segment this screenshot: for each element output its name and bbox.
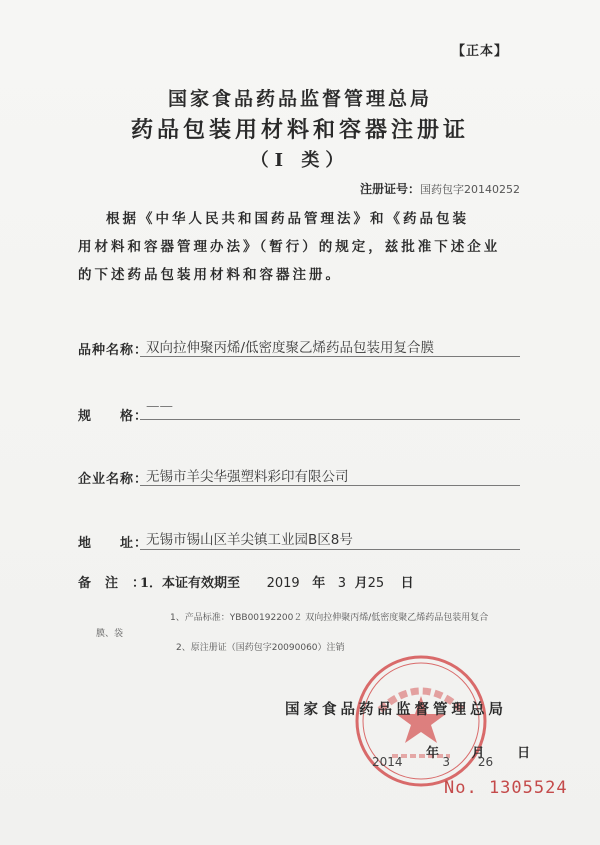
issue-year: 2014 — [372, 755, 403, 769]
registration-number — [360, 180, 520, 197]
validity-year-unit: 年 — [312, 576, 326, 591]
notes-label: 备注： — [78, 576, 160, 591]
issue-date-values — [372, 755, 493, 769]
company-name-underline — [140, 485, 520, 486]
issue-year-unit: 年 — [426, 746, 440, 761]
address-value: 无锡市锡山区羊尖镇工业园B区8号 — [146, 532, 353, 548]
certificate-class: （I 类） — [250, 150, 350, 171]
specification-value: —— — [146, 398, 173, 414]
certificate-title: 药品包装用材料和容器注册证 — [130, 117, 469, 143]
validity-prefix: 1．本证有效期至 — [140, 576, 241, 591]
original-copy-tag: 【正本】 — [452, 44, 509, 59]
validity-day: 25 — [367, 576, 385, 591]
standard-note: 1、产品标准：YBB00192200２ 双向拉伸聚丙烯/低密度聚乙烯药品包装用复合 — [170, 613, 489, 623]
company-name-value: 无锡市羊尖华强塑料彩印有限公司 — [146, 469, 349, 485]
official-seal-icon — [352, 652, 490, 790]
issue-month-unit: 月 — [471, 746, 485, 761]
paragraph-line: 根据《中华人民共和国药品管理法》和《药品包装 — [106, 211, 469, 227]
product-name-label: 品种名称： — [78, 343, 149, 358]
validity-year: 2019 — [266, 576, 300, 591]
product-name-value: 双向拉伸聚丙烯/低密度聚乙烯药品包装用复合膜 — [146, 340, 435, 356]
product-name-underline — [140, 356, 520, 357]
specification-underline — [140, 419, 520, 420]
issue-day: 26 — [477, 755, 494, 769]
company-name-label: 企业名称： — [78, 472, 149, 487]
validity-month: 3 — [337, 576, 347, 591]
approval-paragraph — [78, 205, 538, 289]
validity-month-unit: 月 — [354, 576, 368, 591]
serial-number: No. 1305524 — [444, 778, 568, 798]
registration-number-value: 国药包字20140252 — [420, 183, 521, 196]
paragraph-line: 用材料和容器管理办法》（暂行）的规定，兹批准下述企业 — [78, 239, 501, 255]
paragraph-line: 的下述药品包装用材料和容器注册。 — [78, 267, 342, 283]
address-label: 地 址： — [78, 536, 149, 551]
issuer-heading: 国家食品药品监督管理总局 — [167, 88, 432, 110]
standard-note-continued: 膜、袋 — [96, 629, 124, 639]
validity-day-unit: 日 — [400, 576, 414, 591]
issue-month: 3 — [442, 755, 451, 769]
issuing-authority: 国家食品药品监督管理总局 — [285, 701, 507, 718]
issue-day-unit: 日 — [517, 746, 531, 761]
cancellation-note: 2、原注册证（国药包字20090060）注销 — [176, 643, 345, 653]
address-underline — [140, 549, 520, 550]
validity-note — [140, 572, 414, 591]
specification-label: 规 格： — [78, 409, 149, 424]
registration-number-label: 注册证号： — [360, 182, 421, 196]
